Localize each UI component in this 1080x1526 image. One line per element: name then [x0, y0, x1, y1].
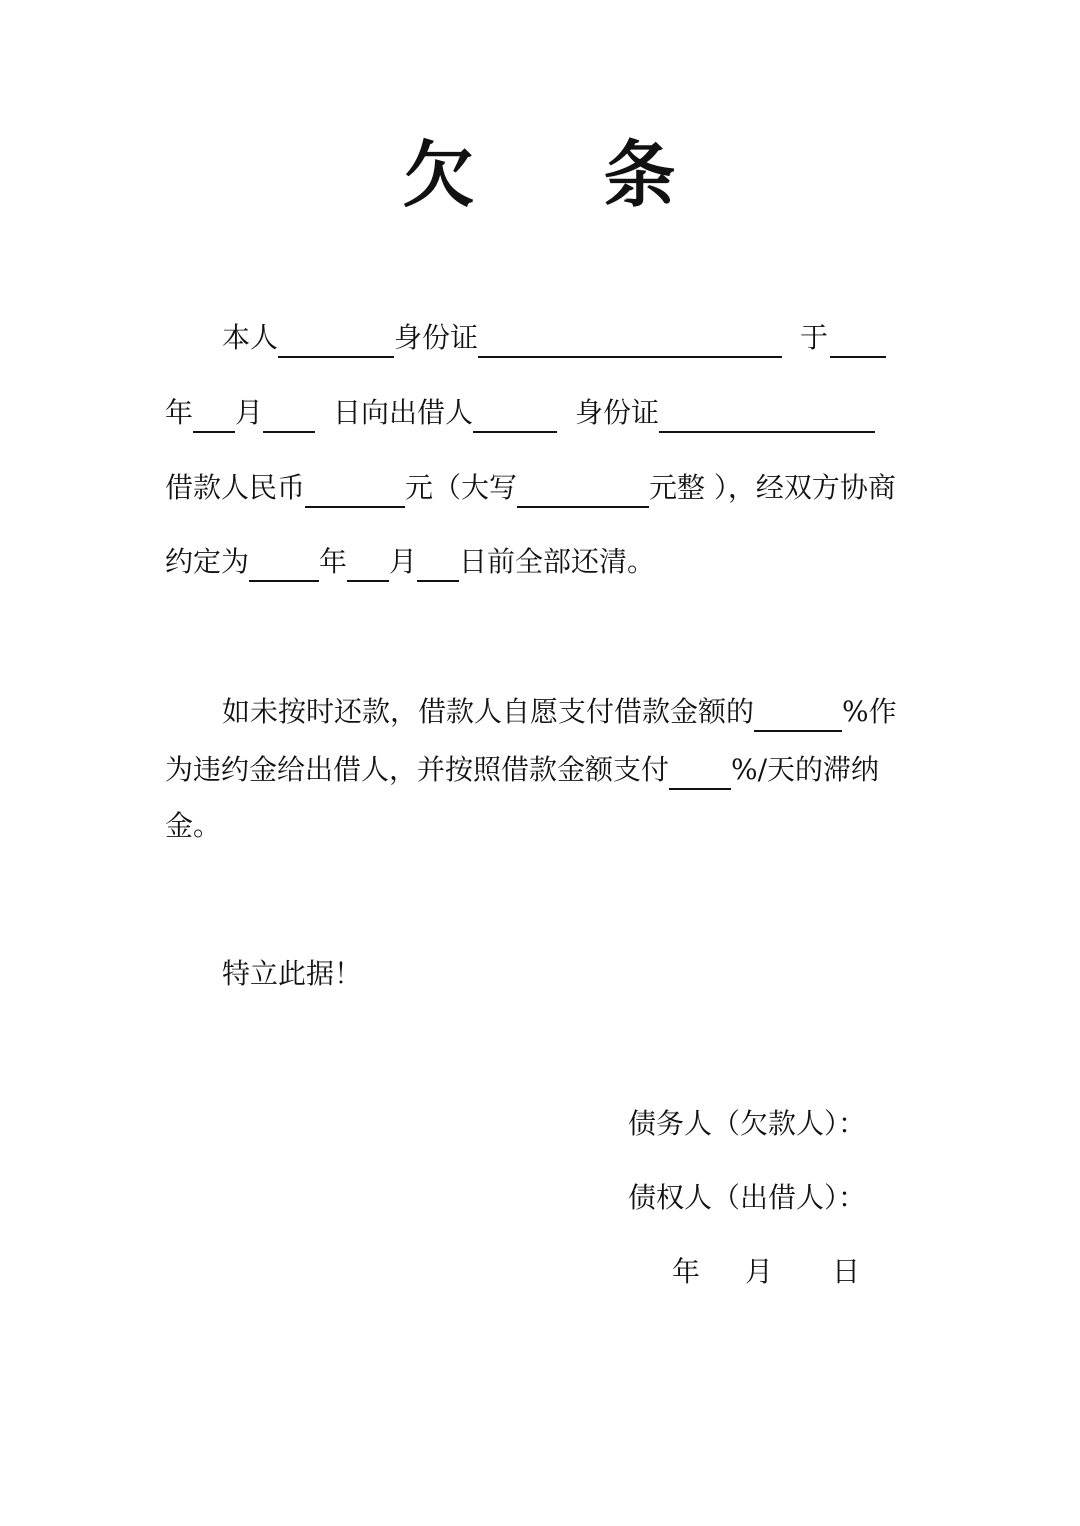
repay-year-blank[interactable] — [249, 546, 319, 582]
p2-line-2 — [165, 750, 879, 790]
loan-day-blank[interactable] — [263, 397, 315, 433]
text: 年 — [319, 545, 348, 578]
text: 借款人民币 — [165, 471, 306, 504]
text: 身份证 — [575, 396, 660, 429]
text: 月 — [389, 545, 418, 578]
text: 日前全部还清。 — [459, 545, 656, 578]
text: 为违约金给出借人，并按照借款金额支付 — [165, 753, 670, 786]
amount-uppercase-blank[interactable] — [517, 472, 649, 508]
borrower-id-blank[interactable] — [478, 322, 782, 358]
text: 身份证 — [394, 321, 479, 354]
p2-line-3: 金。 — [165, 809, 222, 842]
creditor-signature-label: 债权人（出借人）： — [628, 1181, 867, 1214]
p1-line-4 — [165, 542, 655, 582]
p1-line-2 — [165, 393, 875, 433]
late-fee-percent-blank[interactable] — [669, 754, 731, 790]
lender-id-blank[interactable] — [659, 397, 875, 433]
text: 月 — [235, 396, 264, 429]
p1-line-1 — [222, 318, 886, 358]
text: 约定为 — [165, 545, 250, 578]
repay-month-blank[interactable] — [347, 546, 389, 582]
text: 日向出借人 — [333, 396, 474, 429]
text: 如未按时还款，借款人自愿支付借款金额的 — [222, 695, 755, 728]
date-month-label: 月 — [745, 1255, 774, 1288]
repay-day-blank[interactable] — [417, 546, 459, 582]
penalty-percent-blank[interactable] — [754, 696, 842, 732]
borrower-name-blank[interactable] — [278, 322, 394, 358]
text: %/天的滞纳 — [731, 753, 880, 786]
closing-statement: 特立此据！ — [222, 957, 363, 990]
debtor-signature-label: 债务人（欠款人）： — [628, 1107, 867, 1140]
p2-line-1 — [222, 692, 897, 732]
text: 年 — [165, 396, 194, 429]
text: 元整 ），经双方协商 — [649, 471, 896, 504]
loan-month-blank[interactable] — [193, 397, 235, 433]
amount-blank[interactable] — [305, 472, 405, 508]
date-year-label: 年 — [672, 1255, 701, 1288]
document-title: 欠 条 — [402, 132, 728, 217]
lender-name-blank[interactable] — [473, 397, 557, 433]
p1-line-3 — [165, 468, 896, 508]
loan-year-blank[interactable] — [830, 322, 886, 358]
date-day-label: 日 — [832, 1255, 861, 1288]
text: %作 — [842, 695, 897, 728]
text: 于 — [800, 321, 829, 354]
text: 元（大写 — [405, 471, 518, 504]
text: 本人 — [222, 321, 279, 354]
